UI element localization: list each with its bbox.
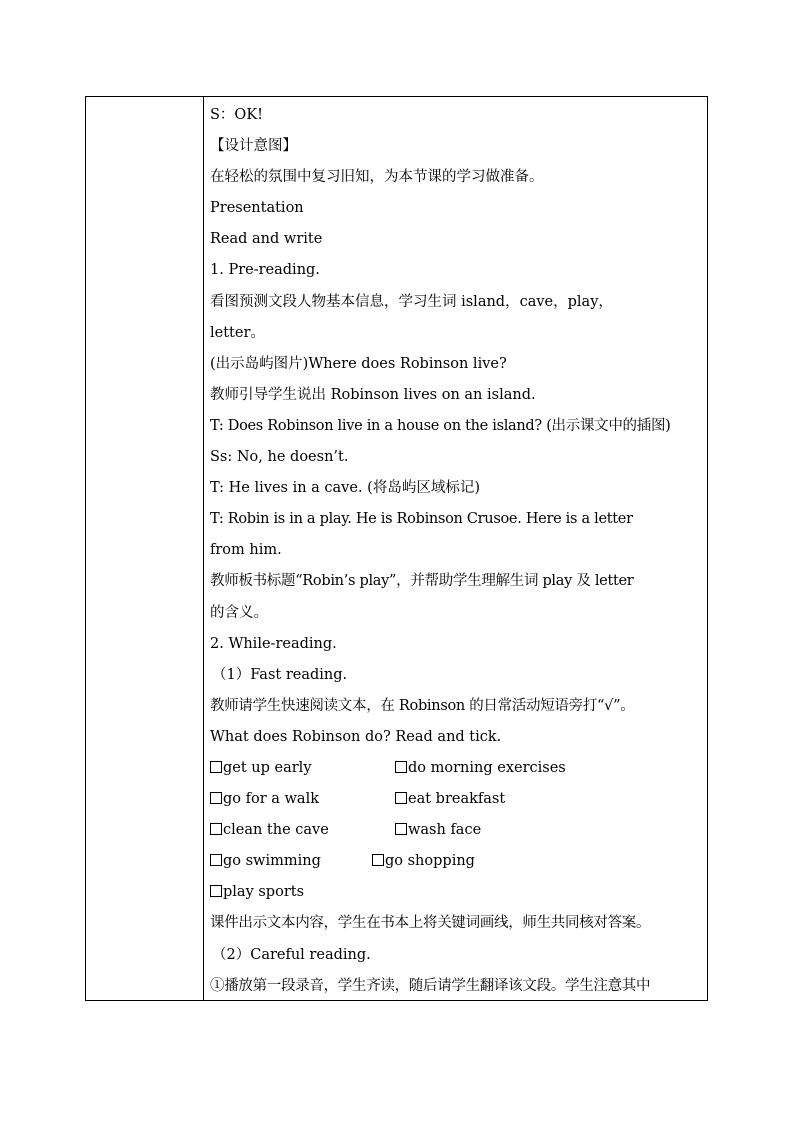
text-line: 教师板书标题“Robin’s play”，并帮助学生理解生词 play 及 letter	[210, 573, 634, 590]
text-line: 的含义。	[210, 604, 268, 621]
checkbox-icon	[395, 792, 407, 804]
option-item: get up early	[210, 753, 395, 784]
content-cell	[203, 97, 707, 1000]
text-line: 教师引导学生说出 Robinson lives on an island.	[210, 386, 536, 403]
checkbox-icon	[210, 885, 222, 897]
option-item: do morning exercises	[395, 753, 566, 784]
checkbox-icon	[210, 854, 222, 866]
activity-heading: Read and write	[210, 231, 323, 248]
sub-step-heading: （1）Fast reading.	[212, 666, 348, 683]
option-item: play sports	[210, 877, 304, 908]
checkbox-icon	[210, 792, 222, 804]
option-item: go shopping	[372, 846, 475, 877]
checkbox-icon	[395, 761, 407, 773]
sub-step-heading: （2）Careful reading.	[212, 946, 371, 963]
lesson-plan-table	[85, 96, 708, 1001]
text-line: letter。	[210, 324, 265, 341]
option-item: eat breakfast	[395, 784, 505, 815]
section-heading: 【设计意图】	[210, 138, 297, 155]
option-row	[210, 784, 707, 815]
option-row	[210, 815, 707, 846]
option-item: wash face	[395, 815, 481, 846]
text-line: T: Does Robinson live in a house on the island? (出示课文中的插图)	[210, 417, 671, 434]
text-line: What does Robinson do? Read and tick.	[210, 728, 502, 745]
text-line: T: Robin is in a play. He is Robinson Crusoe. Here is a letter	[210, 511, 633, 528]
option-item: clean the cave	[210, 815, 395, 846]
text-line: 课件出示文本内容，学生在书本上将关键词画线，师生共同核对答案。	[210, 915, 651, 932]
text-line: ①播放第一段录音，学生齐读，随后请学生翻译该文段。学生注意其中	[210, 977, 651, 994]
text-line: S：OK!	[210, 107, 263, 123]
option-row	[210, 846, 707, 877]
left-column-cell	[86, 97, 204, 1000]
text-line: Ss: No, he doesn’t.	[210, 449, 349, 466]
step-heading: 2. While-reading.	[210, 635, 337, 652]
checkbox-icon	[210, 823, 222, 835]
option-item: go swimming	[210, 846, 372, 877]
option-row	[210, 753, 707, 784]
checkbox-icon	[372, 854, 384, 866]
text-line: 教师请学生快速阅读文本，在 Robinson 的日常活动短语旁打“√”。	[210, 697, 635, 714]
text-line: (出示岛屿图片)Where does Robinson live?	[210, 355, 507, 372]
checkbox-icon	[395, 823, 407, 835]
option-row	[210, 877, 707, 908]
checkbox-icon	[210, 761, 222, 773]
text-line: T: He lives in a cave. (将岛屿区域标记)	[210, 480, 480, 497]
stage-heading: Presentation	[210, 200, 304, 217]
text-line: from him.	[210, 542, 282, 559]
text-line: 在轻松的氛围中复习旧知，为本节课的学习做准备。	[210, 169, 544, 186]
text-line: 看图预测文段人物基本信息，学习生词 island，cave，play，	[210, 293, 613, 310]
option-item: go for a walk	[210, 784, 395, 815]
step-heading: 1. Pre-reading.	[210, 262, 320, 279]
